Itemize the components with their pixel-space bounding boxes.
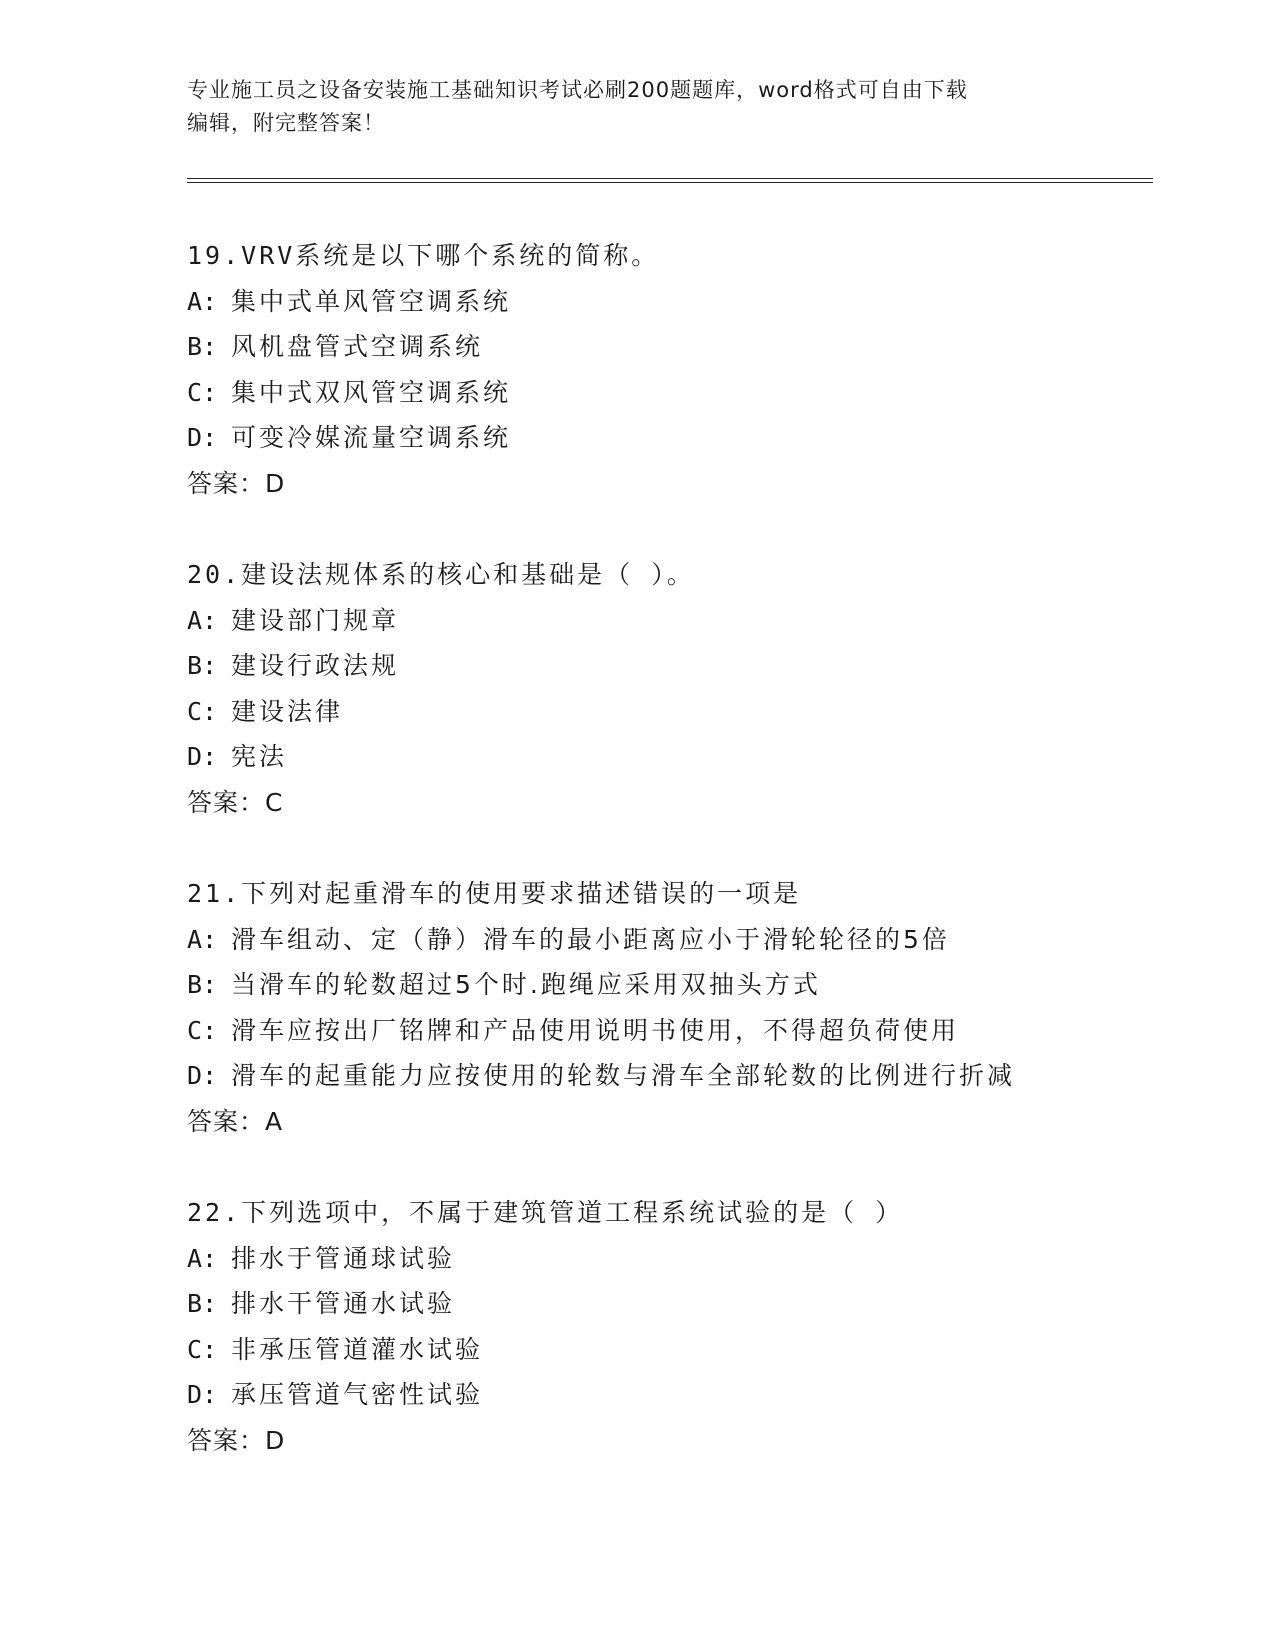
option-b (187, 962, 1187, 1008)
option-text: 滑车的起重能力应按使用的轮数与滑车全部轮数的比例进行折减 (231, 1061, 1016, 1090)
option-key: C: (187, 1015, 218, 1045)
header-line-1: 专业施工员之设备安装施工基础知识考试必刷200题题库，word格式可自由下载 (187, 78, 968, 102)
option-text: 可变冷媒流量空调系统 (231, 423, 512, 452)
option-text: 风机盘管式空调系统 (231, 332, 484, 361)
question-stem: 21.下列对起重滑车的使用要求描述错误的一项是 (187, 879, 802, 908)
option-d (187, 415, 1187, 461)
option-d (187, 1053, 1187, 1099)
option-key: B: (187, 1289, 218, 1318)
option-text: 宪法 (231, 742, 288, 771)
option-text: 建设部门规章 (231, 605, 400, 635)
option-text: 非承压管道灌水试验 (231, 1334, 484, 1364)
option-key: B: (187, 651, 218, 680)
option-key: D: (187, 1380, 218, 1409)
option-a (187, 279, 1187, 325)
option-c (187, 689, 1187, 735)
answer-line: 答案：C (187, 787, 284, 817)
option-key: A: (187, 924, 218, 954)
question-block (187, 1190, 1187, 1463)
question-stem: 20.建设法规体系的核心和基础是（ ）。 (187, 560, 695, 589)
option-key: B: (187, 332, 218, 361)
option-text: 排水于管通球试验 (231, 1243, 456, 1273)
option-key: A: (187, 605, 218, 635)
option-text: 承压管道气密性试验 (231, 1380, 484, 1409)
option-c (187, 1327, 1187, 1373)
option-key: A: (187, 286, 218, 316)
option-key: D: (187, 423, 218, 452)
answer-line: 答案：D (187, 1425, 286, 1455)
option-b (187, 1281, 1187, 1327)
option-d (187, 734, 1187, 780)
answer-line: 答案：D (187, 468, 286, 498)
option-b (187, 324, 1187, 370)
option-key: C: (187, 696, 218, 726)
option-key: C: (187, 1334, 218, 1364)
header-line-2: 编辑，附完整答案！ (187, 111, 385, 135)
option-text: 集中式单风管空调系统 (231, 286, 512, 316)
option-c (187, 1008, 1187, 1054)
answer-line: 答案：A (187, 1106, 284, 1136)
option-text: 建设行政法规 (231, 651, 400, 680)
option-a (187, 598, 1187, 644)
question-block (187, 233, 1187, 506)
question-block (187, 552, 1187, 825)
option-b (187, 643, 1187, 689)
option-text: 集中式双风管空调系统 (231, 377, 512, 407)
option-text: 排水干管通水试验 (231, 1289, 456, 1318)
option-key: D: (187, 1061, 218, 1090)
question-block (187, 871, 1187, 1144)
option-key: D: (187, 742, 218, 771)
option-a (187, 1236, 1187, 1282)
option-c (187, 370, 1187, 416)
option-a (187, 917, 1187, 963)
option-d (187, 1372, 1187, 1418)
question-stem: 22.下列选项中，不属于建筑管道工程系统试验的是（ ） (187, 1198, 904, 1227)
document-header (187, 74, 1067, 140)
option-text: 滑车组动、定（静）滑车的最小距离应小于滑轮轮径的5倍 (231, 924, 950, 954)
option-key: A: (187, 1243, 218, 1273)
header-double-rule (187, 178, 1153, 183)
option-text: 滑车应按出厂铭牌和产品使用说明书使用，不得超负荷使用 (231, 1015, 960, 1045)
option-text: 当滑车的轮数超过5个时.跑绳应采用双抽头方式 (231, 970, 821, 999)
option-key: B: (187, 970, 218, 999)
option-key: C: (187, 377, 218, 407)
question-stem: 19.VRV系统是以下哪个系统的简称。 (187, 241, 660, 270)
option-text: 建设法律 (231, 696, 344, 726)
